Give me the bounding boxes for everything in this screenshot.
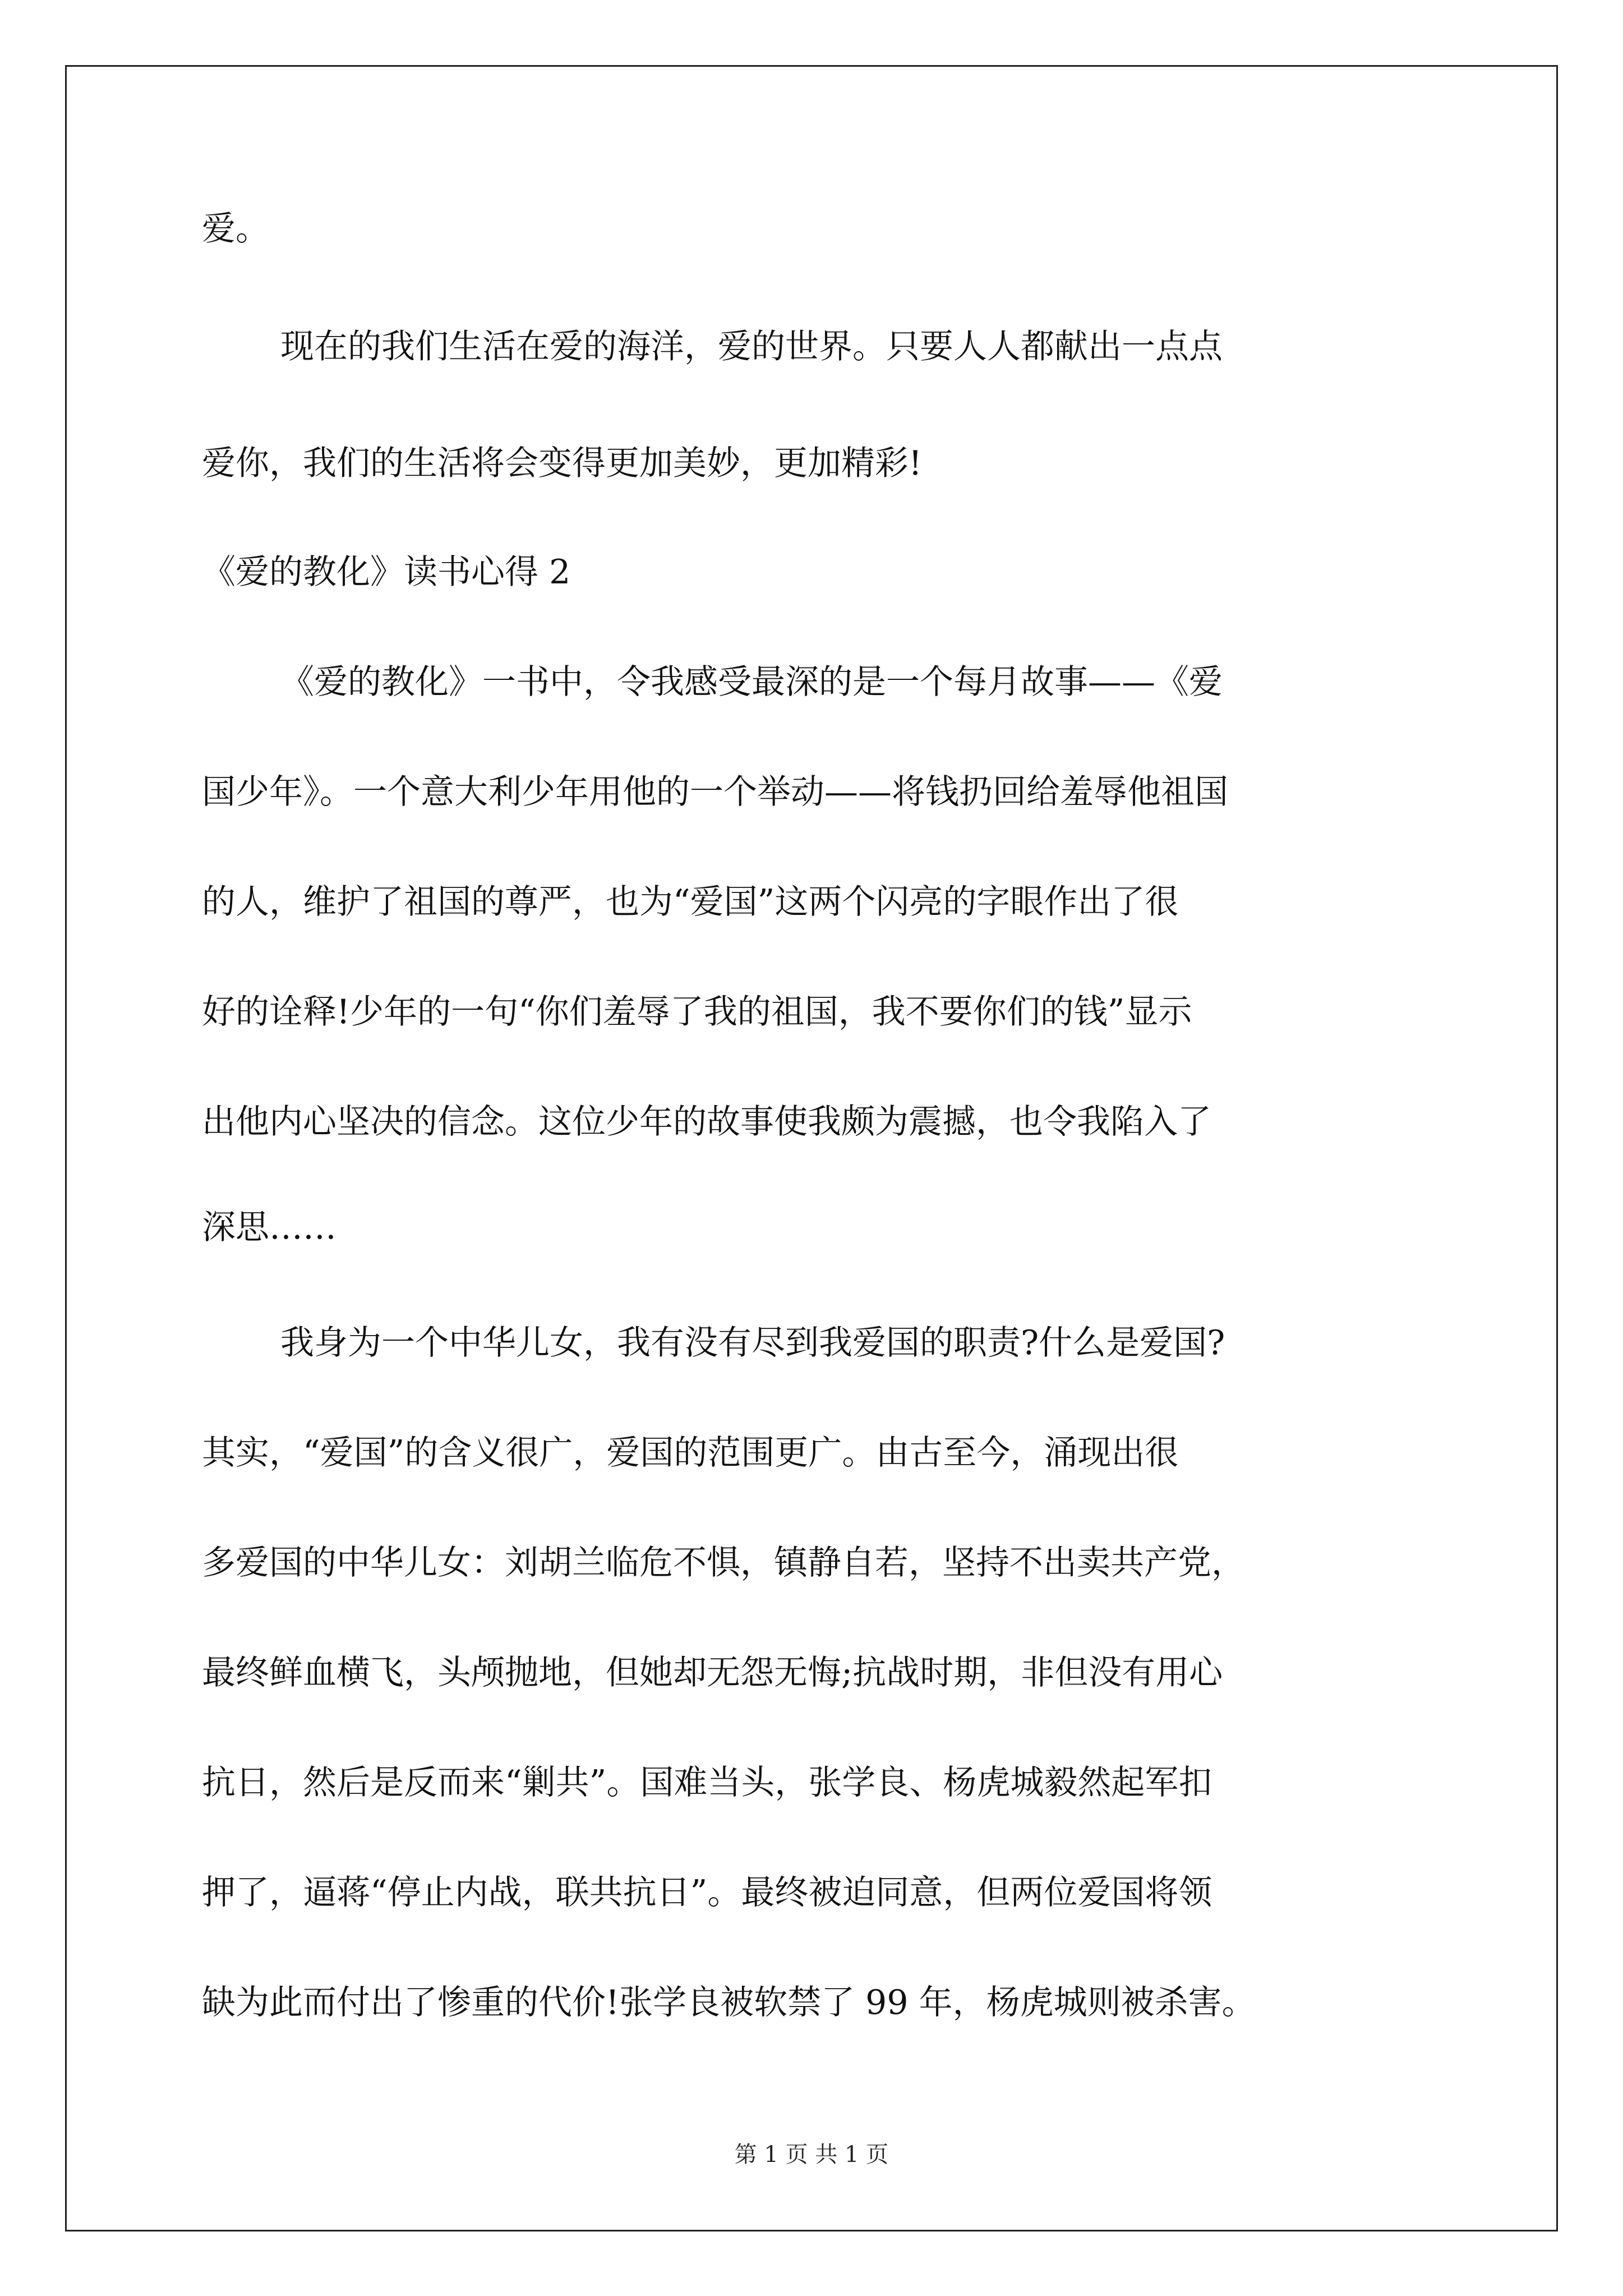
- text-line: 《爱的教化》一书中，令我感受最深的是一个每月故事——《爱: [280, 662, 1223, 702]
- text-line: 现在的我们生活在爱的海洋，爱的世界。只要人人都献出一点点: [280, 327, 1223, 366]
- text-line: 的人，维护了祖国的尊严，也为“爱国”这两个闪亮的字眼作出了很: [202, 882, 1179, 922]
- text-line: 抗日，然后是反而来“剿共”。国难当头，张学良、杨虎城毅然起军扣: [202, 1763, 1212, 1802]
- text-line: 最终鲜血横飞，头颅抛地，但她却无怨无悔;抗战时期，非但没有用心: [202, 1653, 1223, 1692]
- text-line: 国少年》。一个意大利少年用他的一个举动——将钱扔回给羞辱他祖国: [202, 772, 1228, 812]
- text-line: 爱。: [202, 209, 269, 249]
- text-line: 爱你，我们的生活将会变得更加美妙，更加精彩!: [202, 444, 923, 483]
- text-line: 深思……: [202, 1208, 336, 1247]
- text-line: 缺为此而付出了惨重的代价!张学良被软禁了 99 年，杨虎城则被杀害。: [202, 1983, 1256, 2022]
- text-line: 我身为一个中华儿女，我有没有尽到我爱国的职责?什么是爱国?: [280, 1323, 1225, 1363]
- text-line: 出他内心坚决的信念。这位少年的故事使我颇为震撼，也令我陷入了: [202, 1102, 1211, 1142]
- text-line: 其实，“爱国”的含义很广，爱国的范围更广。由古至今，涌现出很: [202, 1433, 1179, 1473]
- section-heading: 《爱的教化》读书心得 2: [202, 553, 571, 592]
- text-line: 押了，逼蒋“停止内战，联共抗日”。最终被迫同意，但两位爱国将领: [202, 1873, 1212, 1912]
- page-number-footer: 第 1 页 共 1 页: [734, 2142, 889, 2168]
- text-line: 好的诠释!少年的一句“你们羞辱了我的祖国，我不要你们的钱”显示: [202, 992, 1192, 1032]
- text-line: 多爱国的中华儿女：刘胡兰临危不惧，镇静自若，坚持不出卖共产党，: [202, 1543, 1245, 1582]
